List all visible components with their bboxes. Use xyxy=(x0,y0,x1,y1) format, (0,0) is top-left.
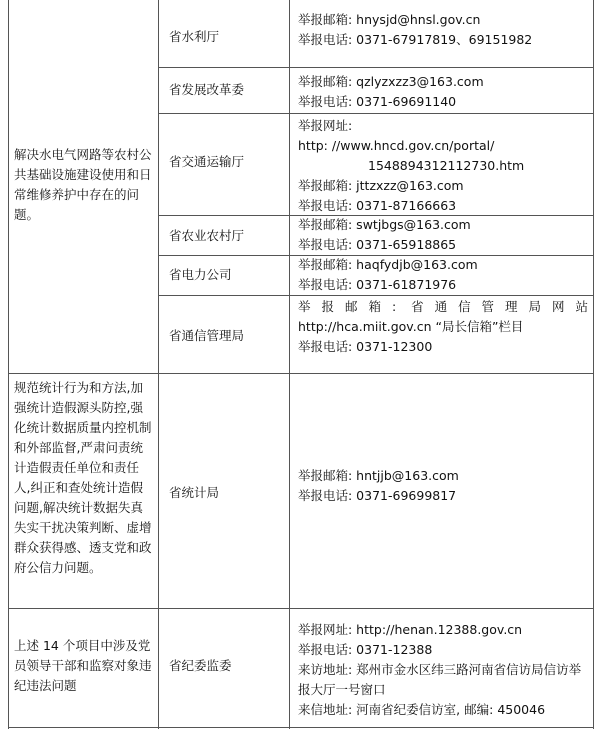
row-divider xyxy=(158,295,594,296)
row-divider xyxy=(8,608,594,609)
table-border-left xyxy=(8,0,9,729)
issue-text-statistics: 规范统计行为和方法,加强统计造假源头防控,强化统计数据质量内控机制和外部监督,严肃问责统计造假责任单位和责任人,纠正和查处统计造假问题,解决统计数据失真失实干扰决策判断、虚增群众获得感、透支党和政府公信力问题。 xyxy=(14,380,152,575)
dept-contact xyxy=(298,10,588,50)
contact-line: http: //www.hncd.gov.cn/portal/ xyxy=(298,138,495,153)
contact-line: 举报电话: 0371-12300 xyxy=(298,339,433,354)
contact-line: 举报电话: 0371-65918865 xyxy=(298,237,457,252)
table-border-bottom xyxy=(8,727,594,728)
dept-name: 省水利厅 xyxy=(169,29,220,44)
contact-line: 举报网址: xyxy=(298,118,353,133)
contact-line: 举报邮箱: swtjbgs@163.com xyxy=(298,217,471,232)
contact-line: 举报电话: 0371-87166663 xyxy=(298,198,457,213)
issue-text-discipline: 上述 14 个项目中涉及党员领导干部和监察对象违纪违法问题 xyxy=(14,638,152,693)
dept-name: 省统计局 xyxy=(169,485,220,500)
column-divider-2 xyxy=(289,0,290,729)
dept-name: 省纪委监委 xyxy=(169,658,232,673)
row-divider xyxy=(158,67,594,68)
contact-line: 举报邮箱: hnysjd@hnsl.gov.cn xyxy=(298,12,481,27)
contact-line: 来信地址: 河南省纪委信访室, 邮编: 450046 xyxy=(298,702,546,717)
dept-contact xyxy=(298,116,588,216)
dept-name: 省通信管理局 xyxy=(169,328,245,343)
dept-contact xyxy=(298,255,588,295)
dept-contact xyxy=(298,72,588,112)
table-border-right xyxy=(593,0,594,729)
dept-name: 省交通运输厅 xyxy=(169,154,245,169)
contact-line: 1548894312112730.htm xyxy=(368,158,525,173)
contact-line: 举报电话: 0371-67917819、69151982 xyxy=(298,32,533,47)
column-divider-1 xyxy=(158,0,159,729)
row-divider xyxy=(158,113,594,114)
dept-name: 省农业农村厅 xyxy=(169,228,245,243)
contact-line: 举报邮箱: haqfydjb@163.com xyxy=(298,257,478,272)
dept-name: 省发展改革委 xyxy=(169,82,245,97)
contact-line: 举报邮箱: hntjjb@163.com xyxy=(298,468,459,483)
contact-line: 举报邮箱: qzlyzxzz3@163.com xyxy=(298,74,484,89)
contact-line: 举报邮箱: 省通信管理局网站 xyxy=(298,299,588,314)
contact-line: 举报邮箱: jttzxzz@163.com xyxy=(298,178,464,193)
contact-line: 举报网址: http://henan.12388.gov.cn xyxy=(298,622,523,637)
contact-line: http://hca.miit.gov.cn “局长信箱”栏目 xyxy=(298,319,524,334)
dept-name: 省电力公司 xyxy=(169,267,232,282)
contact-line: 举报电话: 0371-61871976 xyxy=(298,277,457,292)
dept-contact xyxy=(298,297,588,357)
row-divider xyxy=(8,373,594,374)
issue-text-infrastructure: 解决水电气网路等农村公共基础设施建设使用和日常维修养护中存在的问题。 xyxy=(14,147,152,222)
dept-contact xyxy=(298,466,588,506)
contact-line: 来访地址: 郑州市金水区纬三路河南省信访局信访举报大厅一号窗口 xyxy=(298,662,582,697)
dept-contact xyxy=(298,620,588,720)
dept-contact xyxy=(298,215,588,255)
contact-line: 举报电话: 0371-69699817 xyxy=(298,488,457,503)
contact-line: 举报电话: 0371-12388 xyxy=(298,642,433,657)
contact-line: 举报电话: 0371-69691140 xyxy=(298,94,457,109)
